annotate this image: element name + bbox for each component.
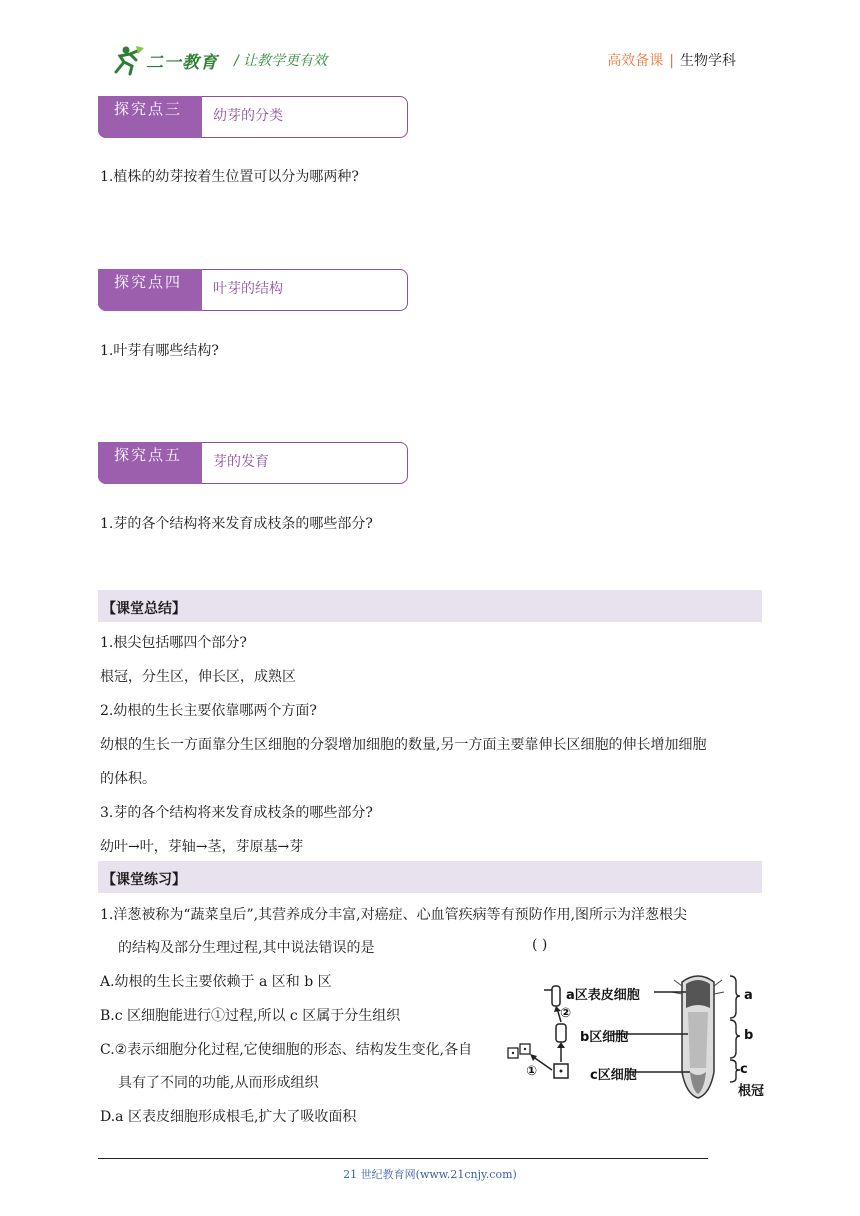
summary-line: 3.芽的各个结构将来发育成枝条的哪些部分? bbox=[100, 805, 373, 821]
section-question: 1.芽的各个结构将来发育成枝条的哪些部分? bbox=[100, 516, 373, 532]
b-zone-cell bbox=[556, 1024, 566, 1042]
root-tip-diagram bbox=[504, 968, 772, 1104]
zone-b-label: b bbox=[744, 1028, 754, 1043]
process-1-mark: ① bbox=[526, 1064, 538, 1079]
footer-text: 21 世纪教育网(www.21cnjy.com) bbox=[343, 1168, 517, 1181]
summary-heading: 【课堂总结】 bbox=[98, 590, 762, 622]
option-b: B.c 区细胞能进行①过程,所以 c 区属于分生组织 bbox=[100, 1008, 401, 1024]
zone-c-label: c bbox=[740, 1062, 748, 1077]
label-c-cell: c区细胞 bbox=[590, 1068, 637, 1083]
summary-line: 的体积。 bbox=[100, 771, 156, 787]
logo-text: 二一教育 bbox=[146, 53, 218, 73]
page-header bbox=[110, 40, 750, 80]
section-tag-title: 幼芽的分类 bbox=[213, 108, 283, 124]
section-question: 1.植株的幼芽按着生位置可以分为哪两种? bbox=[100, 169, 359, 185]
label-a-cell: a区表皮细胞 bbox=[566, 988, 640, 1003]
label-b-cell: b区细胞 bbox=[580, 1030, 629, 1045]
question-stem: 1.洋葱被称为“蔬菜皇后”,其营养成分丰富,对癌症、心血管疾病等有预防作用,图所示为洋葱根尖 bbox=[100, 907, 688, 923]
footer-divider bbox=[98, 1158, 708, 1159]
section-tag-4 bbox=[98, 269, 408, 311]
header-course-label: 高效备课 bbox=[607, 53, 664, 69]
summary-line: 1.根尖包括哪四个部分? bbox=[100, 635, 247, 651]
option-c-continued: 具有了不同的功能,从而形成组织 bbox=[118, 1075, 319, 1091]
option-c: C.②表示细胞分化过程,它使细胞的形态、结构发生变化,各自 bbox=[100, 1042, 473, 1058]
summary-line: 根冠，分生区，伸长区，成熟区 bbox=[100, 669, 296, 685]
section-tag-title: 叶芽的结构 bbox=[213, 281, 283, 297]
practice-heading: 【课堂练习】 bbox=[98, 861, 762, 893]
option-d: D.a 区表皮细胞形成根毛,扩大了吸收面积 bbox=[100, 1109, 357, 1125]
zone-a-label: a bbox=[744, 988, 753, 1003]
section-tag-label: 探究点四 bbox=[98, 269, 202, 311]
summary-line: 幼叶→叶，芽轴→茎，芽原基→芽 bbox=[100, 839, 304, 855]
option-a: A.幼根的生长主要依赖于 a 区和 b 区 bbox=[100, 974, 332, 990]
summary-line: 幼根的生长一方面靠分生区细胞的分裂增加细胞的数量,另一方面主要靠伸长区细胞的伸长增加细胞 bbox=[100, 737, 707, 753]
section-tag-label: 探究点三 bbox=[98, 96, 202, 138]
section-tag-title: 芽的发育 bbox=[213, 454, 269, 470]
process-2-mark: ② bbox=[560, 1006, 572, 1021]
slogan: / 让教学更有效 bbox=[234, 53, 328, 69]
question-stem: 的结构及部分生理过程,其中说法错误的是 bbox=[118, 940, 375, 956]
header-separator: | bbox=[669, 53, 674, 69]
header-subject: 生物学科 bbox=[680, 53, 736, 69]
summary-line: 2.幼根的生长主要依靠哪两个方面? bbox=[100, 703, 317, 719]
section-tag-label: 探究点五 bbox=[98, 442, 202, 484]
answer-blank: ( ) bbox=[532, 937, 548, 953]
root-cap-label: 根冠 bbox=[738, 1084, 765, 1099]
header-right bbox=[607, 50, 736, 70]
section-tag-3 bbox=[98, 96, 408, 138]
section-question: 1.叶芽有哪些结构? bbox=[100, 343, 219, 359]
section-tag-5 bbox=[98, 442, 408, 484]
a-zone-cell bbox=[552, 986, 560, 1006]
